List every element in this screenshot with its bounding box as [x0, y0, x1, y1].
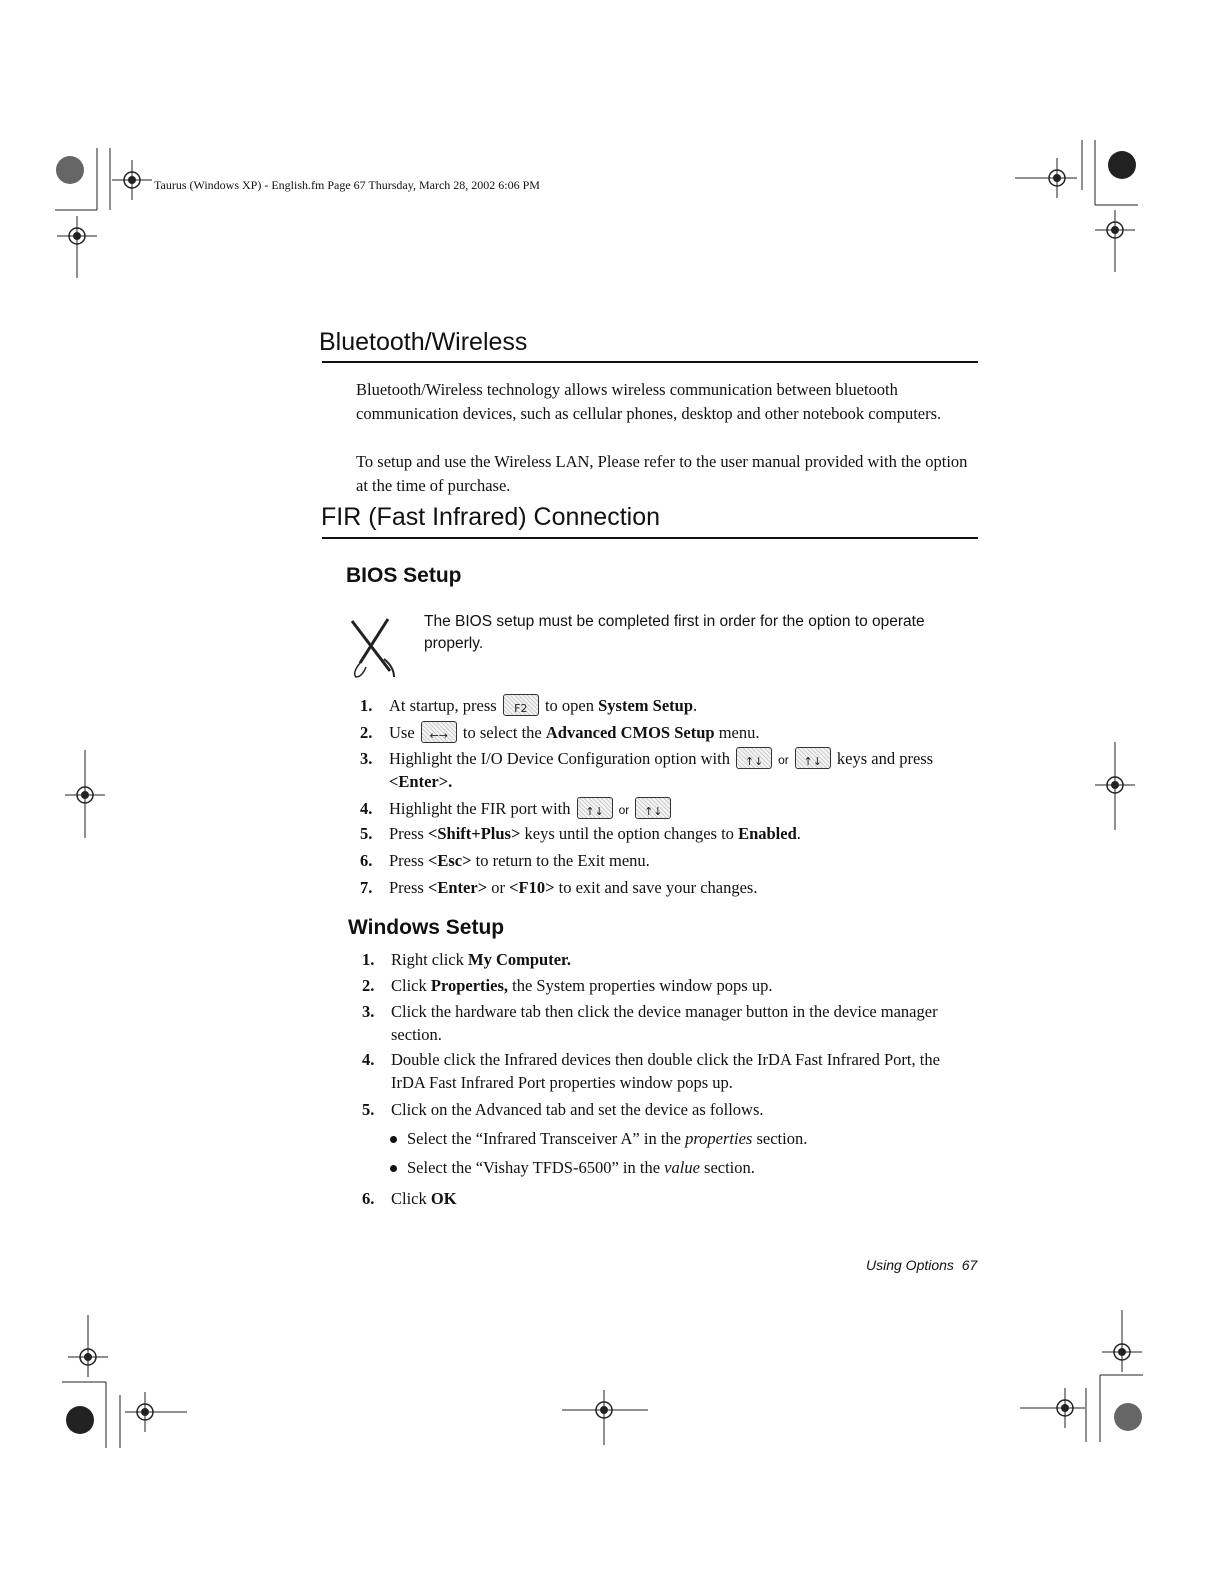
color-target-icon	[1108, 151, 1136, 179]
color-target-icon	[56, 156, 84, 184]
heading-rule	[322, 537, 978, 539]
windows-setup-heading: Windows Setup	[348, 916, 505, 939]
heading-rule	[322, 361, 978, 363]
left-right-arrow-key-icon	[421, 721, 457, 743]
f2-key-icon	[503, 694, 539, 716]
screwdriver-pliers-icon	[346, 615, 402, 679]
bluetooth-paragraph-1: Bluetooth/Wireless technology allows wireless communication between bluetooth communication devices, such as cellular phones, desktop and other notebook computers.	[356, 380, 942, 423]
up-down-arrow-key-icon	[795, 747, 831, 769]
bluetooth-heading: Bluetooth/Wireless	[319, 328, 528, 356]
footer-section: Using Options	[866, 1257, 954, 1273]
bluetooth-paragraph-2: To setup and use the Wireless LAN, Please refer to the user manual provided with the option at the time of purchase.	[356, 452, 968, 495]
running-header: Taurus (Windows XP) - English.fm Page 67 Thursday, March 28, 2002 6:06 PM	[154, 178, 540, 192]
up-down-arrow-key-icon	[577, 797, 613, 819]
up-down-arrow-key-icon	[736, 747, 772, 769]
fir-heading: FIR (Fast Infrared) Connection	[321, 503, 661, 531]
registration-mark-icon	[112, 160, 152, 200]
bullet-icon	[390, 1136, 397, 1143]
bullet-icon	[390, 1165, 397, 1172]
page-number: 67	[961, 1257, 978, 1273]
color-target-icon	[1114, 1403, 1142, 1431]
color-target-icon	[66, 1406, 94, 1434]
bios-setup-heading: BIOS Setup	[346, 564, 462, 587]
up-down-arrow-key-icon	[635, 797, 671, 819]
page-footer	[866, 1257, 977, 1273]
bios-note: The BIOS setup must be completed first in order for the option to operate properly.	[424, 613, 925, 652]
